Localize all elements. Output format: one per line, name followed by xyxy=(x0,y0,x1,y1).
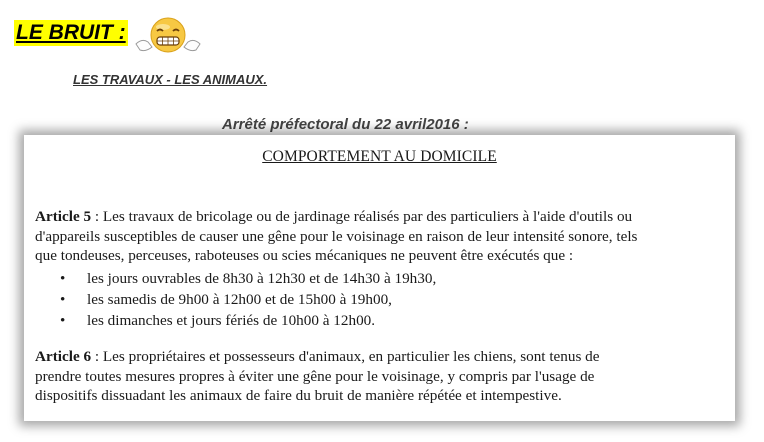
list-item xyxy=(60,311,375,331)
list-item xyxy=(60,269,436,289)
article-5-line-2: d'appareils susceptibles de causer une gêne pour le voisinage en raison de leur intensité sonore, tels xyxy=(35,227,638,245)
bullet-icon: • xyxy=(60,291,66,308)
article-5-line-1: : Les travaux de bricolage ou de jardinage réalisés par des particuliers à l'aide d'outils ou xyxy=(91,208,633,225)
bullet-icon: • xyxy=(60,270,66,287)
article-6-label: Article 6 xyxy=(35,348,92,365)
list-item-text: les jours ouvrables de 8h30 à 12h30 et de 14h30 à 19h30, xyxy=(87,270,437,287)
article-5-label: Article 5 xyxy=(35,208,92,225)
list-item xyxy=(60,290,392,310)
grimacing-face-icon xyxy=(132,14,204,56)
decree-excerpt-box xyxy=(24,135,735,421)
list-item-text: les dimanches et jours fériés de 10h00 à 12h00. xyxy=(87,312,376,329)
section-subtitle: LES TRAVAUX - LES ANIMAUX. xyxy=(73,72,268,87)
article-6-line-2: prendre toutes mesures propres à éviter une gêne pour le voisinage, y compris par l'usage de xyxy=(35,367,595,385)
decree-reference: Arrêté préfectoral du 22 avril2016 : xyxy=(222,116,469,133)
bullet-icon: • xyxy=(60,312,66,329)
page-title: LE BRUIT : xyxy=(16,21,126,44)
article-5-line-3: que tondeuses, perceuses, raboteuses ou scies mécaniques ne peuvent être exécutés que : xyxy=(35,247,574,265)
article-6-line-3: dispositifs dissuadant les animaux de faire du bruit de manière répétée et intempestive. xyxy=(35,387,562,405)
document-heading: COMPORTEMENT AU DOMICILE xyxy=(262,148,497,165)
article-6-line-1: : Les propriétaires et possesseurs d'animaux, en particulier les chiens, sont tenus de xyxy=(91,348,600,365)
article-5-paragraph xyxy=(35,207,725,266)
article-6-paragraph xyxy=(35,347,725,406)
list-item-text: les samedis de 9h00 à 12h00 et de 15h00 à 19h00, xyxy=(87,291,392,308)
